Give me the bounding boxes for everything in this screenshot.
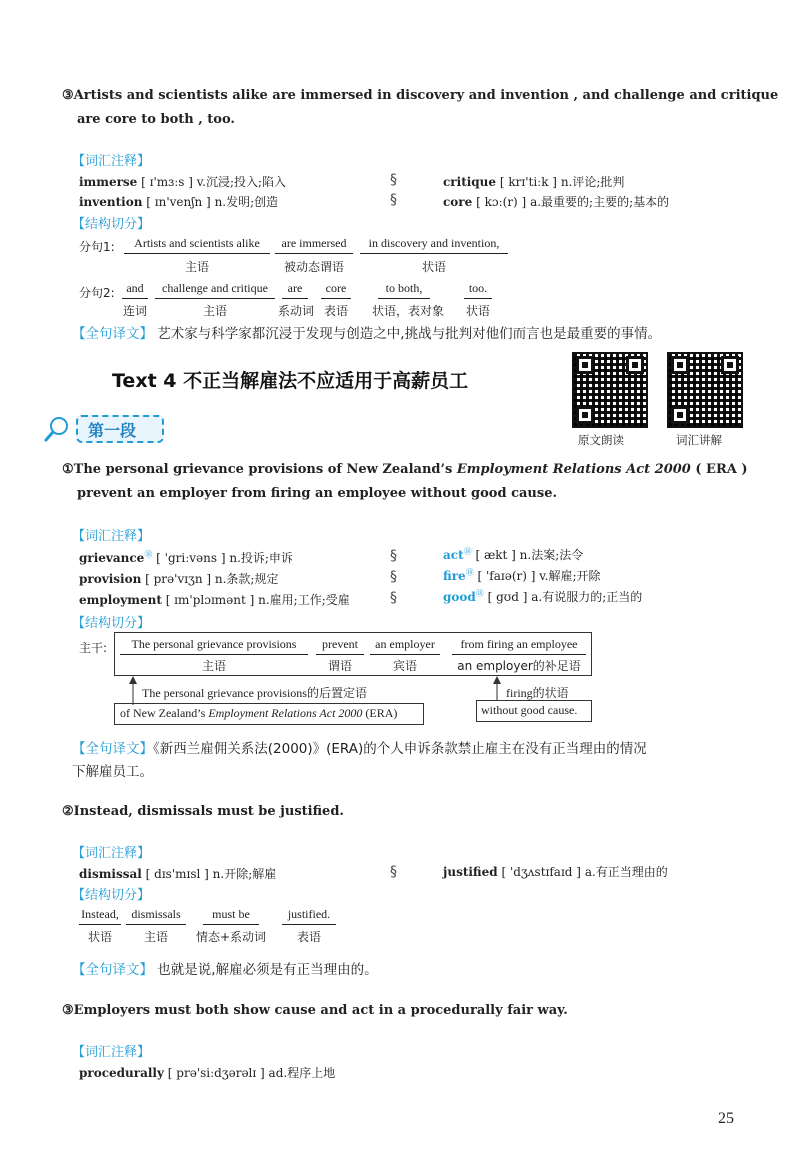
vocab-good: good⑱ [ gʊd ] a.有说服力的;正当的 [443, 589, 643, 604]
sentence-3-line1: ③Artists and scientists alike are immersed in discovery and invention , and challenge and critique [62, 88, 779, 103]
vocab-critique: critique [ krɪ'tiːk ] n.评论;批判 [443, 175, 625, 189]
qr-label-reading: 原文朗读 [578, 433, 624, 447]
p1-sentence-line1: ①The personal grievance provisions of New Zealand’s Employment Relations Act 2000 ( ERA ) [62, 462, 748, 477]
clause2-part: to both, [378, 281, 430, 299]
clause2-part-label: 主语 [202, 304, 227, 318]
p2-part: must be [203, 907, 259, 925]
wave-divider-icon: § [390, 590, 397, 606]
clause2-part-label: 系动词 [277, 304, 314, 318]
main-part-label: 谓语 [327, 659, 352, 673]
text4-title: Text 4 不正当解雇法不应适用于高薪员工 [112, 370, 469, 392]
wave-divider-icon: § [390, 569, 397, 585]
clause1-part-label: 状语 [421, 260, 446, 274]
main-part-label: 宾语 [392, 659, 417, 673]
p1-sentence-line2: prevent an employer from firing an employee without good cause. [77, 486, 557, 501]
vocab-employment: employment [ ɪm'plɔɪmənt ] n.雇用;工作;受雇 [79, 593, 350, 607]
clause1-part: are immersed [275, 236, 353, 254]
main-part: an employer [370, 637, 440, 655]
vocab-tag: 【词汇注释】 [72, 529, 151, 544]
vocab-immerse: immerse [ ɪ'mɜːs ] v.沉浸;投入;陷入 [79, 175, 287, 189]
wave-divider-icon: § [390, 192, 397, 208]
vocab-procedurally: procedurally [ prə'siːdʒərəlɪ ] ad.程序上地 [79, 1066, 336, 1080]
vocab-core: core [ kɔː(r) ] a.最重要的;主要的;基本的 [443, 195, 670, 209]
vocab-provision: provision [ prə'vɪʒn ] n.条款;规定 [79, 572, 279, 586]
vocab-justified: justified [ 'dʒʌstɪfaɪd ] a.有正当理由的 [443, 865, 668, 879]
section-heading: 第一段 [88, 421, 137, 440]
translation-cont: 下解雇员工。 [72, 764, 153, 780]
clause2-part: and [122, 281, 148, 299]
modifier1-text: of New Zealand’s Employment Relations Act 2000 (ERA) [120, 706, 398, 720]
struct-tag: 【结构切分】 [72, 888, 151, 903]
vocab-tag: 【词汇注释】 [72, 846, 151, 861]
main-label: 主干: [79, 641, 108, 655]
vocab-grievance: grievance⑱ [ 'griːvəns ] n.投诉;申诉 [79, 550, 293, 565]
translation: 【全句译文】 艺术家与科学家都沉浸于发现与创造之中,挑战与批判对他们而言也是最重要的事情。 [72, 326, 662, 342]
clause2-part-label: 连词 [122, 304, 147, 318]
clause1-part: in discovery and invention, [360, 236, 508, 254]
page-number: 25 [718, 1110, 734, 1127]
vocab-fire: fire⑱ [ 'faɪə(r) ] v.解雇;开除 [443, 568, 601, 583]
main-part: prevent [316, 637, 364, 655]
clause2-part-label: 状语，表对象 [371, 304, 444, 318]
p2-sentence: ②Instead, dismissals must be justified. [62, 804, 344, 819]
p2-part: Instead, [79, 907, 121, 925]
p2-part: justified. [282, 907, 336, 925]
clause1-part: Artists and scientists alike [124, 236, 270, 254]
modifier1-note: The personal grievance provisions的后置定语 [142, 686, 367, 700]
clause2-label: 分句2: [79, 286, 115, 300]
main-part-label: 主语 [201, 659, 226, 673]
main-part: from firing an employee [452, 637, 586, 655]
p3-sentence: ③Employers must both show cause and act in a procedurally fair way. [62, 1003, 568, 1018]
vocab-tag: 【词汇注释】 [72, 1045, 151, 1060]
p2-part-label: 状语 [87, 930, 112, 944]
wave-divider-icon: § [390, 864, 397, 880]
translation: 【全句译文】《新西兰雇佣关系法(2000)》(ERA)的个人申诉条款禁止雇主在没有正当理由的情况 [72, 741, 647, 757]
struct-tag: 【结构切分】 [72, 616, 151, 631]
clause1-part-label: 被动态谓语 [283, 260, 344, 274]
main-part: The personal grievance provisions [120, 637, 308, 655]
translation: 【全句译文】 也就是说,解雇必须是有正当理由的。 [72, 962, 378, 978]
modifier2-note: firing的状语 [506, 686, 569, 700]
clause2-part: are [282, 281, 308, 299]
qr-label-vocab: 词汇讲解 [676, 433, 722, 447]
clause2-part: too. [464, 281, 492, 299]
clause2-part: core [321, 281, 351, 299]
modifier2-text: without good cause. [481, 703, 578, 717]
clause2-part: challenge and critique [155, 281, 275, 299]
p2-part-label: 主语 [143, 930, 168, 944]
sentence-3-line2: are core to both , too. [77, 112, 235, 127]
clause2-part-label: 状语 [465, 304, 490, 318]
clause2-part-label: 表语 [323, 304, 348, 318]
wave-divider-icon: § [390, 548, 397, 564]
clause1-part-label: 主语 [184, 260, 209, 274]
vocab-tag: 【词汇注释】 [72, 154, 151, 169]
p2-part-label: 表语 [296, 930, 321, 944]
p2-part-label: 情态+系动词 [195, 930, 267, 944]
struct-tag: 【结构切分】 [72, 217, 151, 232]
p2-part: dismissals [126, 907, 186, 925]
wave-divider-icon: § [390, 172, 397, 188]
clause1-label: 分句1: [79, 240, 115, 254]
main-part-label: an employer的补足语 [457, 659, 581, 673]
vocab-act: act⑱ [ ækt ] n.法案;法令 [443, 547, 584, 562]
vocab-dismissal: dismissal [ dɪs'mɪsl ] n.开除;解雇 [79, 867, 277, 881]
vocab-invention: invention [ ɪn'venʃn ] n.发明;创造 [79, 195, 279, 209]
